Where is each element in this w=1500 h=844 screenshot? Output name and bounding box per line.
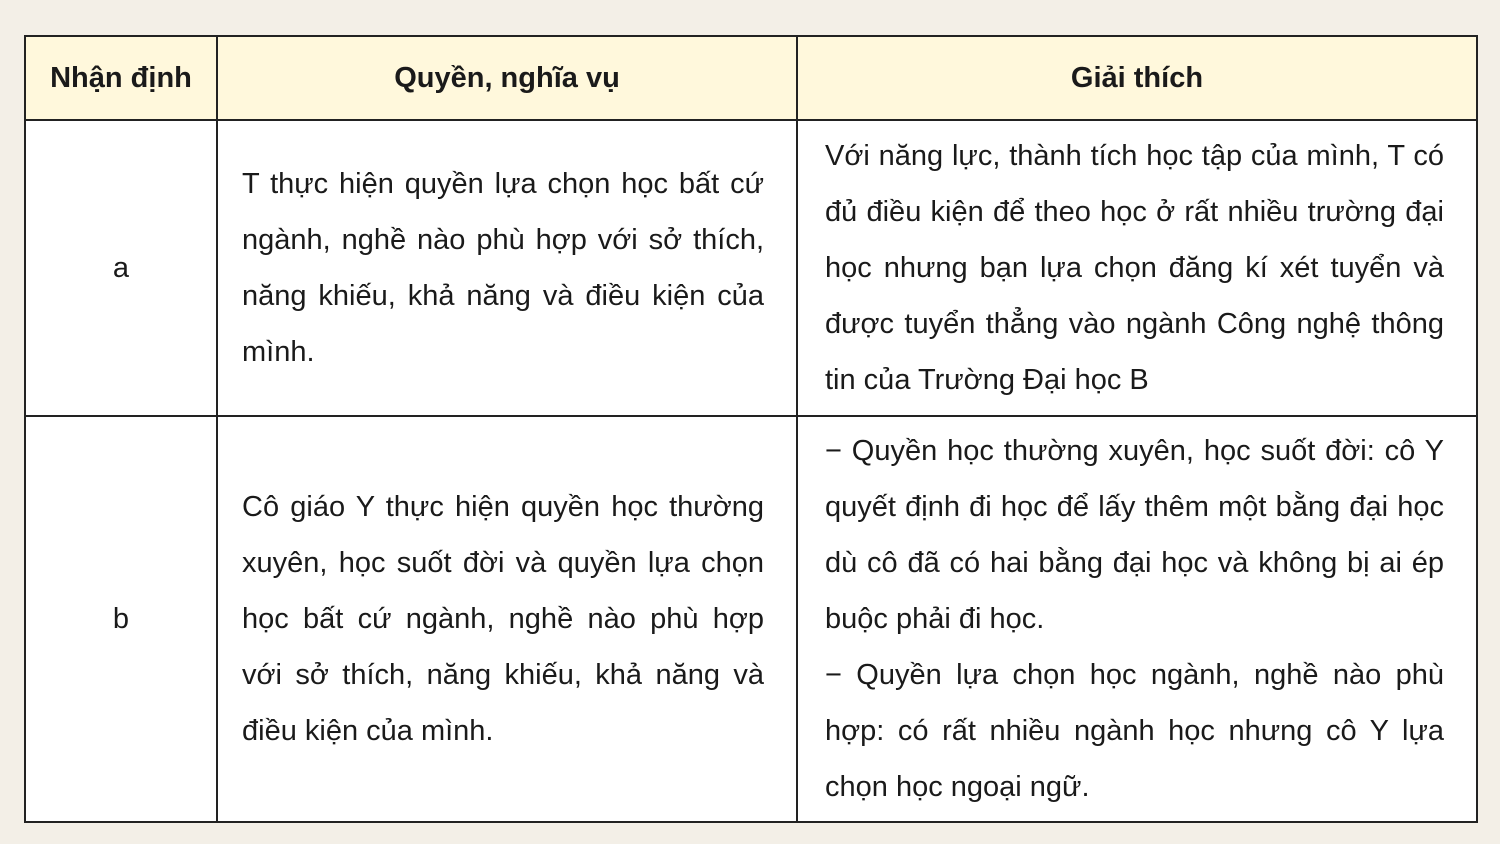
rights-text: Cô giáo Y thực hiện quyền học thường xuyên, học suốt đời và quyền lựa chọn học bất cứ ngành, nghề nào phù hợp với sở thích, năng khiếu, khả năng và điều kiện của mình. (242, 491, 764, 747)
rights-cell (217, 120, 797, 416)
explanation-text: − Quyền lựa chọn học ngành, nghề nào phù hợp: có rất nhiều ngành học nhưng cô Y lựa chọn học ngoại ngữ. (825, 659, 1444, 803)
rights-text: T thực hiện quyền lựa chọn học bất cứ ngành, nghề nào phù hợp với sở thích, năng khiếu, khả năng và điều kiện của mình. (242, 168, 764, 368)
rights-cell (217, 416, 797, 822)
explanation-text: Với năng lực, thành tích học tập của mình, T có đủ điều kiện để theo học ở rất nhiều trường đại học nhưng bạn lựa chọn đăng kí xét tuyển và được tuyển thẳng vào ngành Công nghệ thông tin của Trường Đại học B (825, 140, 1444, 396)
table-row-b (25, 416, 1477, 822)
header-rights-obligations: Quyền, nghĩa vụ (217, 36, 797, 120)
header-explanation: Giải thích (797, 36, 1477, 120)
header-statement: Nhận định (25, 36, 217, 120)
rights-table (24, 35, 1478, 823)
explanation-cell (797, 120, 1477, 416)
row-label: b (25, 416, 217, 822)
row-label: a (25, 120, 217, 416)
explanation-cell (797, 416, 1477, 822)
table-header-row (25, 36, 1477, 120)
table-row-a (25, 120, 1477, 416)
explanation-text: − Quyền học thường xuyên, học suốt đời: cô Y quyết định đi học để lấy thêm một bằng đại học dù cô đã có hai bằng đại học và không bị ai ép buộc phải đi học. (825, 435, 1444, 635)
